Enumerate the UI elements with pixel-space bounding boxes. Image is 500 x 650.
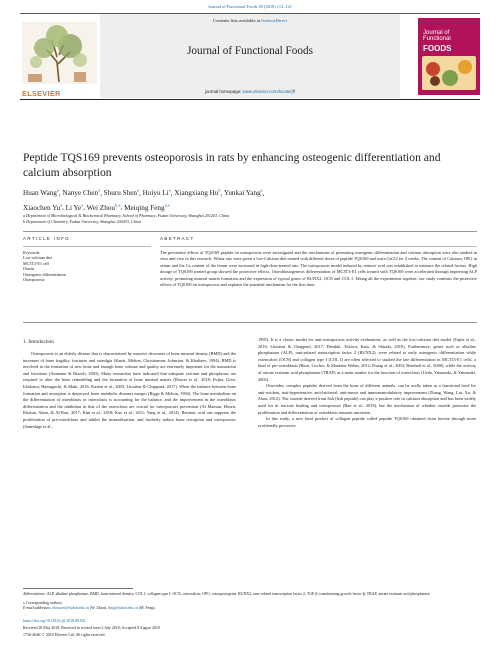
author[interactable]: Li Ye$^a$ bbox=[65, 202, 84, 212]
elsevier-tree-logo bbox=[22, 22, 97, 97]
issn-copyright: 1756-4646/ © 2018 Elsevier Ltd. All rights reserved. bbox=[23, 633, 106, 637]
abstract-heading: ABSTRACT bbox=[160, 236, 195, 241]
corresponding-authors-note: ⁎ Corresponding authors. bbox=[23, 601, 63, 605]
article-title: Peptide TQS169 prevents osteoporosis in rats by enhancing osteogenic differentiation and calcium absorption bbox=[23, 151, 441, 179]
author[interactable]: Wei Zhou$^{b,⁎}$ bbox=[86, 202, 121, 212]
keywords-block bbox=[23, 246, 151, 282]
email-label: E-mail addresses: bbox=[23, 606, 52, 610]
keyword: Ossein bbox=[23, 266, 35, 272]
section-heading-introduction: 1. Introduction bbox=[23, 339, 54, 345]
article-info-heading: ARTICLE INFO bbox=[23, 236, 70, 241]
homepage-prefix: journal homepage: bbox=[205, 89, 243, 94]
email-footnote bbox=[23, 606, 156, 611]
cover-line-3: FOODS bbox=[423, 44, 452, 53]
keyword: MC3T3-E1 cell bbox=[23, 260, 49, 266]
body-paragraph: 1995). It is a classic model for anti-osteoporosis activity evaluations, as well as the low-calcium diet model (Fujita et al., 2016; Lhoubas & Chappard, 2017; Derakhi, Tokiwa, Kato, & Shiraki, 2018). Furthermore, genes such as alkaline phosphatase (ALP), runt-related transcription factor 2 (RUNX2), were related to early osteogenic differentiation while osteocalcin (OCN) and collagen type I (COL I) are often selected to studied the late differentiation in MC3T3-E1 cells, a kind of pre-osteoblasts (Burn, Lischer, & Maniatis-Weber, 2012; Pratap et al., 2003; Reinholt et al., 2000), while the activity of artrate resistant acid phosphatase (TRAP) as a main marker for the function of osteoclasts (Ueda, Yamazaki, & Yamazaki, 2002). bbox=[258, 337, 476, 382]
keywords-label: Keywords: bbox=[23, 250, 41, 255]
body-paragraph: In this study, a new kind product of collagen peptide called peptide TQS169 obtained from bovine through more ecofriendly processes bbox=[258, 416, 476, 428]
author[interactable]: Xiaochen Yu$^a$ bbox=[23, 202, 63, 212]
author[interactable]: Huiyu Li$^a$ bbox=[142, 188, 171, 198]
cover-line-1: Journal of bbox=[423, 30, 450, 36]
journal-cover-thumbnail bbox=[418, 18, 480, 95]
doi-link[interactable]: https://doi.org/10.1016/j.jff.2018.08.021 bbox=[23, 619, 86, 623]
keyword: Osteoporosis bbox=[23, 277, 45, 283]
affiliation-b: b Department of Chemistry, Fudan University, Shanghai 200433, China bbox=[23, 219, 141, 224]
author-list: Huan Wang$^a$, Nanye Chen$^a$, Shuru Shen$^a$, Huiyu Li$^a$, Xiangxiang Hu$^b$, Yunkai Yang$^a$, Xiaochen Yu$^a$, Li Ye$^a$, Wei Zhou$^{b,⁎}$, Meiqing Feng$^{a,⁎}$ bbox=[23, 188, 265, 212]
abbreviations-label: Abbreviations: bbox=[23, 592, 46, 596]
body-column-left bbox=[23, 351, 236, 430]
author[interactable]: Nanye Chen$^a$ bbox=[62, 188, 101, 198]
author[interactable]: Huan Wang$^a$ bbox=[23, 188, 59, 198]
email-owner: (W. Zhou), bbox=[89, 606, 107, 610]
author[interactable]: Shuru Shen$^a$ bbox=[103, 188, 139, 198]
received-dates: Received 28 May 2018; Received in revised form 2 July 2018; Accepted 8 August 2018 bbox=[23, 626, 160, 630]
publisher-wordmark: ELSEVIER bbox=[22, 89, 61, 98]
email-owner: (M. Feng). bbox=[138, 606, 156, 610]
author[interactable]: Yunkai Yang$^a$ bbox=[223, 188, 263, 198]
email-link[interactable]: fmq@fudan.edu.cn bbox=[107, 606, 138, 610]
cover-food-image bbox=[422, 56, 476, 90]
author[interactable]: Xiangxiang Hu$^b$ bbox=[174, 188, 221, 198]
homepage-link[interactable]: www.elsevier.com/locate/jff bbox=[242, 89, 295, 94]
contents-available-line bbox=[100, 18, 400, 23]
abbreviations-footnote bbox=[23, 592, 476, 597]
abstract-text: The preventive effects of TQS169 peptide on osteoporosis were investigated and the mechanisms of promoting osteogenic differentiation and calcium absorption were also studied in vitro and vivo in this research. Wistar rats were given a low-Calcium diet treated with different doses of peptide TQS169 and extra CaCl2 for 4 weeks. The content of Calcium, OPG in serum and the Ca content of the femur were increased in high-dose-treated rats. The osteoporosis model induced by retinoic acid was established to measure the related factors. High dosage of TQS169 treated group showed the protective effects. Osteoblastogenesis differentiation of MC3T3-E1 cells treated with TQS169 were accelerated through improving ALP activity, promoting mineral matrix formation and the expression of typical genes of RUNX2, OCN and COL I. Taking all the experiments together, our study confirms the protective effects of TQS169 on osteoporosis and explains the potential mechanism for the first time. bbox=[160, 246, 477, 288]
affiliation-a: a Department of Microbiological & Biochemical Pharmacy, School of Pharmacy, Fudan University, Shanghai 201203, China bbox=[23, 213, 230, 218]
journal-homepage-line bbox=[100, 89, 400, 94]
journal-citation-line: Journal of Functional Foods 49 (2018) 113–121 bbox=[208, 4, 292, 9]
body-paragraph: Osteoporosis is an elderly disease that is characterized by massive decreases of bone mineral density (BMD) and the increases of bone fragility, fractures and osteolgia (Kanis, Melton, Christiansen, Johnston, & Khaltaev, 1994). BMD is involved in the formation of new bone and enough bone volume and quality are extremely important for the maturation and functions (Ammann & Rizzoli, 2003). Many researches have indicated that adequate calcium and phosphorus are required to alter the bone remodeling and the formation of bone mineral matrix (Bisson et al., 2018; Fujita, Goto, Ichikawa, Hamaguchi, & Maki, 2016; Kasten et al., 2003; Lhoubas & Chappard, 2017). When the balance between bone formation and resorption is destroyed, bone metabolic diseases merges (Riggs & Melton, 1992). The bone metabolism on the differentiation of osteoblasts or osteoclasts is accounting for the balance, and the improvement in the osteoblasts differentiation and the inhibition in that of the osteoclasts are crucial for osteoporosis prevention (Al Mamun, Hosen, Khatun, Alam, & Al-Bari, 2017; Kim et al., 2018; Kuo et al., 2011; Yang et al., 2014). Retinoic acid can suppress the proliferation of pre-osteoblasts and inhibit the mineralization, and furtherly induce bone resorption and osteoporosis (Saneshige et al., bbox=[23, 351, 236, 429]
body-paragraph: Osseoides, complex peptides derived from the bone of different animals, can be orally taken as a functional food for anti-oxidant, anti-hypertensive, anti-bacterial, anti-tumor and immunomodulatory improvement (Zhang, Wang, Liu, Xu, & Zhou, 2012). The osseide derived from fish (fish peptide) can play a positive role in calcium absorption and has been widely used for in fracture healing and osteoporosis (Bao et al., 2016), but the mechanism of whether osseide promotes the proliferation and differentiation of osteoblasts remains uncertain. bbox=[258, 383, 476, 415]
journal-masthead bbox=[100, 14, 400, 98]
journal-banner bbox=[20, 14, 480, 100]
sciencedirect-link[interactable]: ScienceDirect bbox=[261, 18, 287, 23]
abstract-divider bbox=[23, 322, 477, 323]
author[interactable]: Meiqing Feng$^{a,⁎}$ bbox=[124, 202, 170, 212]
abbreviations-text: ALP, alkaline phosphatase; BMD, bone mineral density; COL I, collagen type I; OCN, osteocalcin; OPG, osteoprotegerin; RUNX2, runt-related transcription factor 2; TGF-β, transforming growth factor-β; TRAP, artrate resistant acid phosphatase. bbox=[46, 592, 431, 596]
footnote-rule bbox=[23, 588, 133, 589]
section-divider bbox=[23, 231, 477, 232]
body-column-right bbox=[258, 337, 476, 429]
cover-line-2: Functional bbox=[423, 36, 451, 42]
journal-name: Journal of Functional Foods bbox=[187, 45, 313, 57]
affiliations bbox=[23, 213, 473, 225]
keyword: Osteogenic differentiation bbox=[23, 271, 66, 277]
email-link[interactable]: zhouwei@fudan.edu.cn bbox=[52, 606, 89, 610]
contents-prefix: Contents lists available at bbox=[213, 18, 262, 23]
keyword: Low-calcium diet bbox=[23, 255, 52, 261]
